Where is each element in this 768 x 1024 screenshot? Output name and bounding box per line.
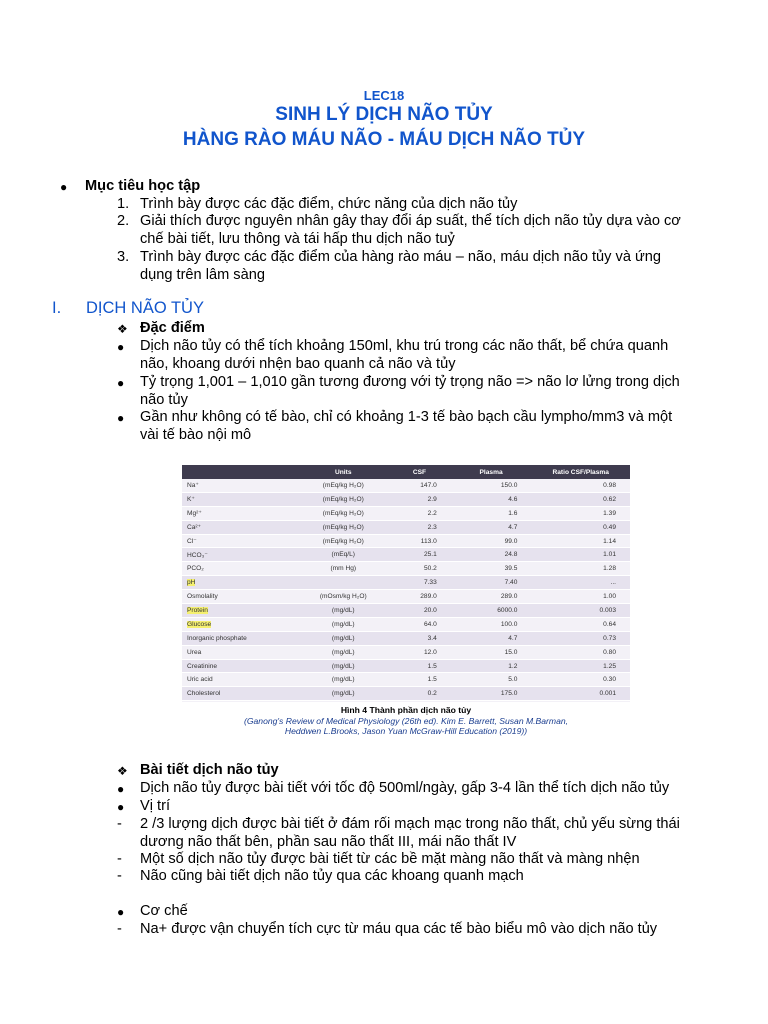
lecture-code: LEC18 [363,88,405,103]
table-row [182,479,630,492]
objective-number: 1. [117,196,130,212]
figure-caption: Hình 4 Thành phần dịch não tủy [340,705,472,715]
table-row [182,617,630,631]
table-cell: 1.01 [531,548,630,562]
section-title: DỊCH NÃO TỦY [86,299,204,317]
table-cell: 2.9 [388,492,451,506]
table-cell: (mg/dL) [298,673,388,687]
table-row [182,659,630,673]
table-cell: 0.80 [531,645,630,659]
subheading-features: Đặc điểm [140,320,205,336]
objective-text: Trình bày được các đặc điểm, chức năng của dịch não tủy [140,196,518,212]
feature-text: não, khoang dưới nhện bao quanh cả não và tủy [140,356,456,372]
csf-composition-table [182,465,630,701]
bullet-icon: ● [60,180,68,194]
objective-text: chế bài tiết, lưu thông và tái hấp thu dịch não tuỷ [140,231,455,247]
bullet-icon: ● [117,411,125,425]
table-cell: (mEq/kg H₂O) [298,506,388,520]
table-cell: 0.49 [531,520,630,534]
table-cell: (mg/dL) [298,687,388,701]
table-cell: (mEq/kg H₂O) [298,492,388,506]
highlighted-label: Protein [187,606,208,614]
objective-text: Giải thích được nguyên nhân gây thay đổi áp suất, thể tích dịch não tủy dựa vào cơ [140,213,681,229]
table-cell: Na⁺ [182,479,298,492]
table-cell: 0.2 [388,687,451,701]
table-cell: 0.62 [531,492,630,506]
table-cell: (mEq/kg H₂O) [298,520,388,534]
table-cell: 0.001 [531,687,630,701]
highlighted-label: Glucose [187,620,212,628]
dash-bullet: - [117,816,122,832]
table-row [182,687,630,701]
mechanism-label: Cơ chế [140,903,188,919]
bullet-icon: ● [117,376,125,390]
table-row [182,576,630,590]
feature-text: Gần như không có tế bào, chỉ có khoảng 1-3 tế bào bạch cầu lympho/mm3 và một [140,409,673,425]
table-row [182,673,630,687]
table-cell: 1.14 [531,534,630,548]
table-cell: (mg/dL) [298,631,388,645]
table-cell: 5.0 [451,673,532,687]
table-row [182,562,630,576]
table-cell: 15.0 [451,645,532,659]
table-cell: 1.39 [531,506,630,520]
objective-number: 3. [117,249,130,265]
table-cell: Mg²⁺ [182,506,298,520]
table-row [182,645,630,659]
table-cell: Uric acid [182,673,298,687]
table-cell: 1.00 [531,590,630,604]
table-cell: ... [531,576,630,590]
table-cell: (mEq/L) [298,548,388,562]
table-cell: 0.30 [531,673,630,687]
objective-number: 2. [117,213,130,229]
table-cell: 4.7 [451,631,532,645]
feature-text: não tủy [140,392,188,408]
table-cell: 6000.0 [451,604,532,618]
table-cell: (mEq/kg H₂O) [298,534,388,548]
table-cell: 2.2 [388,506,451,520]
table-cell [298,576,388,590]
table-cell: 64.0 [388,617,451,631]
page-title: SINH LÝ DỊCH NÃO TỦY [275,104,493,125]
feature-text: Tỷ trọng 1,001 – 1,010 gần tương đương với tỷ trọng não => não lơ lửng trong dịch [140,374,680,390]
table-cell: 50.2 [388,562,451,576]
table-cell: 2.3 [388,520,451,534]
table-cell: Ca²⁺ [182,520,298,534]
section-heading [52,299,204,318]
location-text: 2 /3 lượng dịch được bài tiết ở đám rối mạch mạc trong não thất, chủ yếu sừng thái [140,816,680,832]
table-row [182,492,630,506]
table-cell: Cholesterol [182,687,298,701]
table-cell: 0.003 [531,604,630,618]
objective-text: Trình bày được các đặc điểm của hàng rào máu – não, máu dịch não tủy và ứng [140,249,661,265]
table-cell [182,617,298,631]
bullet-icon: ● [117,905,125,919]
table-cell: 1.5 [388,673,451,687]
table-cell: 1.25 [531,659,630,673]
table-cell: HCO₃⁻ [182,548,298,562]
dash-bullet: - [117,921,122,937]
table-row [182,590,630,604]
table-cell: 289.0 [451,590,532,604]
feature-text: Dịch não tủy có thể tích khoảng 150ml, khu trú trong các não thất, bể chứa quanh [140,338,669,354]
table-cell: 99.0 [451,534,532,548]
table-cell: 1.28 [531,562,630,576]
table-cell: 0.64 [531,617,630,631]
table-cell: 7.33 [388,576,451,590]
table-cell: 289.0 [388,590,451,604]
table-cell: 150.0 [451,479,532,492]
table-cell: 1.2 [451,659,532,673]
table-header-cell: Ratio CSF/Plasma [531,465,630,479]
objectives-heading: Mục tiêu học tập [85,178,201,194]
section-number: I. [52,299,62,317]
table-header-cell: Plasma [451,465,532,479]
table-row [182,506,630,520]
table-cell: (mEq/kg H₂O) [298,479,388,492]
table-cell: (mg/dL) [298,604,388,618]
subheading-secretion: Bài tiết dịch não tủy [140,762,279,778]
table-cell: 20.0 [388,604,451,618]
table-cell: Urea [182,645,298,659]
table-cell: 0.73 [531,631,630,645]
table-cell: 1.5 [388,659,451,673]
table-header-row [182,465,630,479]
objective-text: dụng trên lâm sàng [140,267,265,283]
table-cell: 12.0 [388,645,451,659]
table-cell: 3.4 [388,631,451,645]
table-cell: 147.0 [388,479,451,492]
table-cell: Osmolality [182,590,298,604]
table-row [182,631,630,645]
table-cell: 4.6 [451,492,532,506]
table-header-cell: CSF [388,465,451,479]
secretion-rate: Dịch não tủy được bài tiết với tốc độ 500ml/ngày, gấp 3-4 lần thể tích dịch não tủy [140,780,670,796]
table-cell: (mg/dL) [298,659,388,673]
table-cell: 7.40 [451,576,532,590]
table-cell: 0.98 [531,479,630,492]
table-row [182,548,630,562]
table-cell: 175.0 [451,687,532,701]
table-cell: 24.8 [451,548,532,562]
diamond-bullet-icon: ❖ [117,322,128,336]
table-cell: Inorganic phosphate [182,631,298,645]
table-cell: 1.6 [451,506,532,520]
table-cell: 4.7 [451,520,532,534]
location-text: dương não thất bên, phần sau não thất III, mái não thất IV [140,834,517,850]
location-text: Một số dịch não tủy được bài tiết từ các bề mặt màng não thất và màng nhện [140,851,640,867]
table-row [182,604,630,618]
table-cell: PCO₂ [182,562,298,576]
dash-bullet: - [117,851,122,867]
bullet-icon: ● [117,800,125,814]
table-row [182,520,630,534]
table-header-cell: Units [298,465,388,479]
table-cell: Creatinine [182,659,298,673]
figure-reference: (Ganong's Review of Medical Physiology (26th ed). Kim E. Barrett, Susan M.Barman, [243,716,569,726]
table-cell: Cl⁻ [182,534,298,548]
table-cell: (mOsm/kg H₂O) [298,590,388,604]
table-row [182,534,630,548]
dash-bullet: - [117,868,122,884]
csf-composition-table-image [182,465,630,702]
figure-reference: Heddwen L.Brooks, Jason Yuan McGraw-Hill Education (2019)) [284,726,528,736]
table-cell: 113.0 [388,534,451,548]
location-label: Vị trí [140,798,170,814]
table-cell [182,576,298,590]
table-cell: (mg/dL) [298,645,388,659]
table-header-cell [182,465,298,479]
table-cell: 39.5 [451,562,532,576]
feature-text: vài tế bào nội mô [140,427,252,443]
diamond-bullet-icon: ❖ [117,764,128,778]
highlighted-label: pH [187,579,196,587]
table-cell: (mg/dL) [298,617,388,631]
table-cell [182,604,298,618]
bullet-icon: ● [117,782,125,796]
table-cell: (mm Hg) [298,562,388,576]
page-subtitle: HÀNG RÀO MÁU NÃO - MÁU DỊCH NÃO TỦY [182,129,586,150]
table-cell: 25.1 [388,548,451,562]
table-cell: K⁺ [182,492,298,506]
table-cell: 100.0 [451,617,532,631]
bullet-icon: ● [117,340,125,354]
location-text: Não cũng bài tiết dịch não tủy qua các khoang quanh mạch [140,868,524,884]
mechanism-text: Na+ được vận chuyển tích cực từ máu qua các tế bào biểu mô vào dịch não tủy [140,921,658,937]
